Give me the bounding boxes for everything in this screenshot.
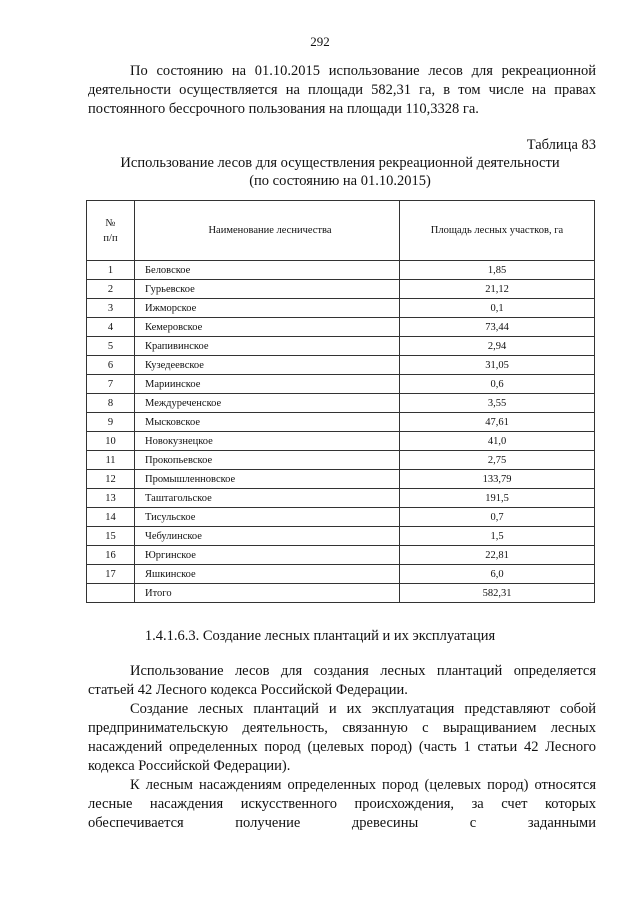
row-area: 3,55: [400, 394, 595, 413]
row-area: 31,05: [400, 356, 595, 375]
paragraph-2-text: Создание лесных плантаций и их эксплуатация представляют собой предпринимательскую деятельность, связанную с выращиванием лесных насаждений определенных пород (целевых пород) (часть 1 статьи 42 Лесного кодекса Российской Федерации).: [88, 701, 596, 774]
row-area: 6,0: [400, 565, 595, 584]
table-total-row: [87, 584, 595, 603]
row-area: 2,75: [400, 451, 595, 470]
row-area: 1,5: [400, 527, 595, 546]
header-name: Наименование лесничества: [135, 201, 400, 261]
table-title-line2: (по состоянию на 01.10.2015): [249, 173, 431, 189]
row-name: Таштагольское: [135, 489, 400, 508]
row-name: Прокопьевское: [135, 451, 400, 470]
intro-text: По состоянию на 01.10.2015 использование лесов для рекреационной деятельности осуществляется на площади 582,31 га, в том числе на правах постоянного бессрочного пользования на площади 110,3328 га.: [88, 63, 596, 117]
table-row: [87, 337, 595, 356]
row-num: 5: [87, 337, 135, 356]
intro-paragraph: [88, 62, 596, 119]
row-name: Междуреченское: [135, 394, 400, 413]
row-area: 41,0: [400, 432, 595, 451]
row-area: 1,85: [400, 261, 595, 280]
row-area: 0,7: [400, 508, 595, 527]
paragraph-3: [88, 776, 596, 833]
header-num: [87, 201, 135, 261]
paragraph-3-text: К лесным насаждениям определенных пород (целевых пород) относятся лесные насаждения искусственного происхождения, за счет которых обеспечивается получение древесины с заданными: [88, 777, 596, 831]
paragraph-1: [88, 662, 596, 700]
row-area: 21,12: [400, 280, 595, 299]
section-heading: 1.4.1.6.3. Создание лесных плантаций и их эксплуатация: [144, 628, 496, 644]
table-row: [87, 508, 595, 527]
table-row: [87, 356, 595, 375]
header-num-line1: №: [105, 217, 116, 229]
row-name: Юргинское: [135, 546, 400, 565]
row-name: Ижморское: [135, 299, 400, 318]
table-row: [87, 280, 595, 299]
row-num: 11: [87, 451, 135, 470]
row-num: 8: [87, 394, 135, 413]
row-name: Чебулинское: [135, 527, 400, 546]
row-name: Новокузнецкое: [135, 432, 400, 451]
header-num-line2: п/п: [103, 232, 118, 244]
page-number: 292: [310, 34, 330, 49]
row-name: Кузедеевское: [135, 356, 400, 375]
row-area: 73,44: [400, 318, 595, 337]
row-num: 2: [87, 280, 135, 299]
row-area: 47,61: [400, 413, 595, 432]
row-name: Кемеровское: [135, 318, 400, 337]
paragraph-1-text: Использование лесов для создания лесных плантаций определяется статьей 42 Лесного кодекса Российской Федерации.: [88, 663, 596, 698]
table-row: [87, 394, 595, 413]
total-area: 582,31: [400, 584, 595, 603]
table-row: [87, 299, 595, 318]
paragraph-2: [88, 700, 596, 776]
row-num: 15: [87, 527, 135, 546]
row-name: Гурьевское: [135, 280, 400, 299]
row-num: 3: [87, 299, 135, 318]
row-num: 12: [87, 470, 135, 489]
row-area: 133,79: [400, 470, 595, 489]
table-title-line1: Использование лесов для осуществления рекреационной деятельности: [120, 155, 560, 171]
table-row: [87, 375, 595, 394]
table-row: [87, 470, 595, 489]
row-name: Промышленновское: [135, 470, 400, 489]
header-area: Площадь лесных участков, га: [400, 201, 595, 261]
row-name: Мариинское: [135, 375, 400, 394]
row-num: 7: [87, 375, 135, 394]
row-area: 0,1: [400, 299, 595, 318]
row-name: Беловское: [135, 261, 400, 280]
total-name: Итого: [135, 584, 400, 603]
table-row: [87, 489, 595, 508]
row-num: 14: [87, 508, 135, 527]
table-title: [60, 154, 620, 190]
table-row: [87, 261, 595, 280]
row-num: 13: [87, 489, 135, 508]
row-area: 191,5: [400, 489, 595, 508]
row-name: Яшкинское: [135, 565, 400, 584]
table-body: [87, 261, 595, 603]
table-row: [87, 565, 595, 584]
row-area: 22,81: [400, 546, 595, 565]
row-area: 2,94: [400, 337, 595, 356]
row-num: 4: [87, 318, 135, 337]
row-num: 6: [87, 356, 135, 375]
row-name: Мысковское: [135, 413, 400, 432]
table-row: [87, 546, 595, 565]
table-row: [87, 318, 595, 337]
row-num: 9: [87, 413, 135, 432]
table-header-row: [87, 201, 595, 261]
row-name: Крапивинское: [135, 337, 400, 356]
table-row: [87, 451, 595, 470]
table-row: [87, 527, 595, 546]
row-num: 17: [87, 565, 135, 584]
table-label: Таблица 83: [526, 137, 596, 153]
row-name: Тисульское: [135, 508, 400, 527]
row-num: 16: [87, 546, 135, 565]
table-row: [87, 432, 595, 451]
row-area: 0,6: [400, 375, 595, 394]
total-num: [87, 584, 135, 603]
row-num: 10: [87, 432, 135, 451]
recreation-table: [86, 200, 595, 603]
row-num: 1: [87, 261, 135, 280]
table-row: [87, 413, 595, 432]
